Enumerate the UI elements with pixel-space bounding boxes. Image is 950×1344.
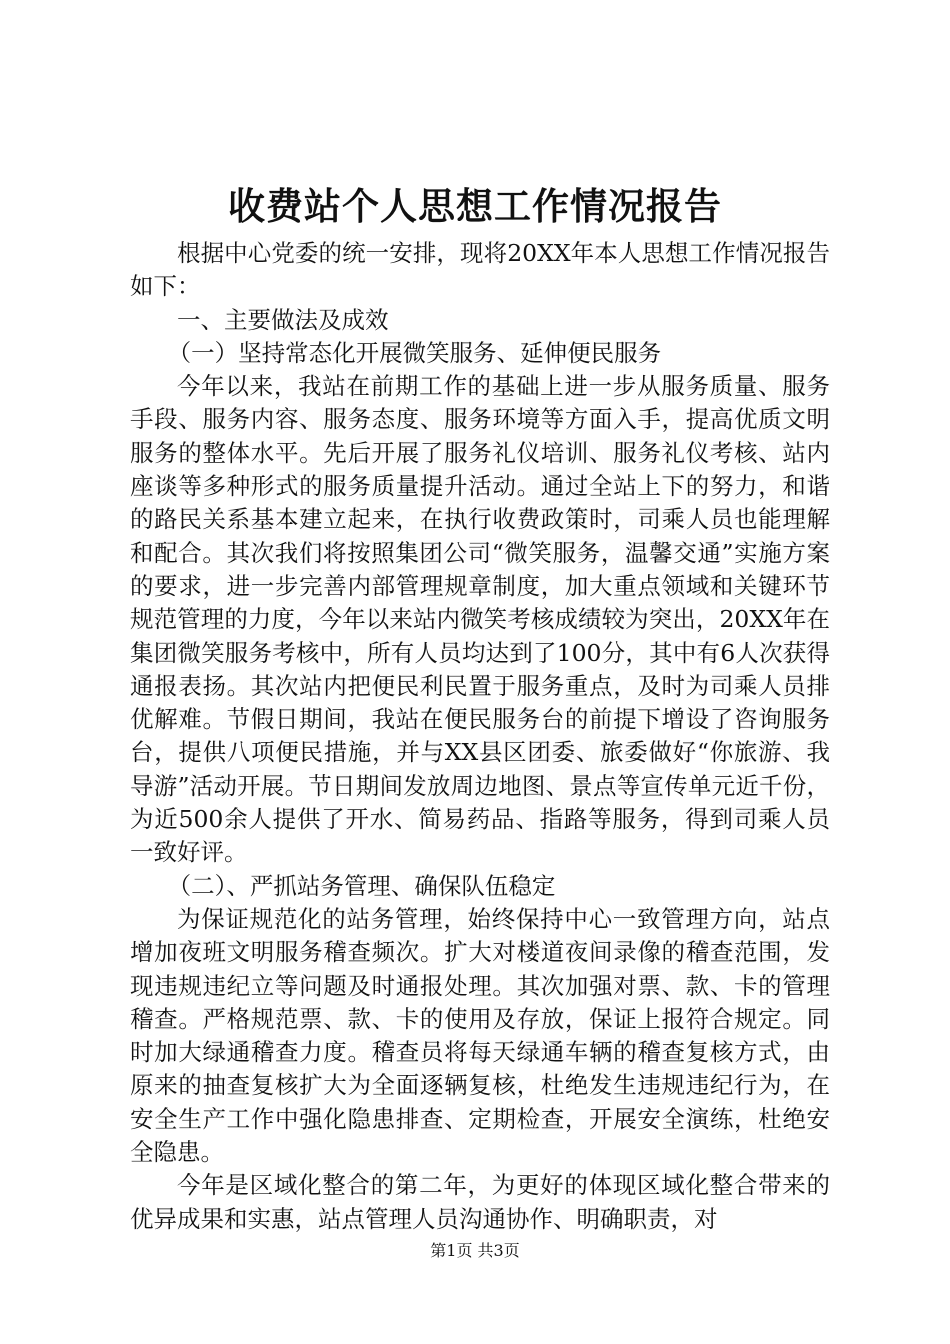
subsection-heading-2: （二）、严抓站务管理、确保队伍稳定	[167, 871, 556, 900]
paragraph-3: 今年是区域化整合的第二年，为更好的体现区域化整合带来的优异成果和实惠，站点管理人员沟通协作、明确职责，对	[130, 1171, 830, 1233]
paragraph-1: 今年以来，我站在前期工作的基础上进一步从服务质量、服务手段、服务内容、服务态度、服务环境等方面入手，提高优质文明服务的整体水平。先后开展了服务礼仪培训、服务礼仪考核、站内座谈等多种形式的服务质量提升活动。通过全站上下的努力，和谐的路民关系基本建立起来，在执行收费政策时，司乘人员也能理解和配合。其次我们将按照集团公司“微笑服务，温馨交通”实施方案的要求，进一步完善内部管理规章制度，加大重点领域和关键环节规范管理的力度，今年以来站内微笑考核成绩较为突出，20XX年在集团微笑服务考核中，所有人员均达到了100分，其中有6人次获得通报表扬。其次站内把便民利民置于服务重点，及时为司乘人员排优解难。节假日期间，我站在便民服务台的前提下增设了咨询服务台，提供八项便民措施，并与XX县区团委、旅委做好“你旅游、我导游”活动开展。节日期间发放周边地图、景点等宣传单元近千份，为近500余人提供了开水、简易药品、指路等服务，得到司乘人员一致好评。	[130, 372, 830, 867]
subsection-heading-1: （一）坚持常态化开展微笑服务、延伸便民服务	[167, 338, 662, 367]
paragraph-2: 为保证规范化的站务管理，始终保持中心一致管理方向，站点增加夜班文明服务稽查频次。扩大对楼道夜间录像的稽查范围，发现违规违纪立等问题及时通报处理。其次加强对票、款、卡的管理稽查。严格规范票、款、卡的使用及存放，保证上报符合规定。同时加大绿通稽查力度。稽查员将每天绿通车辆的稽查复核方式，由原来的抽查复核扩大为全面逐辆复核，杜绝发生违规违纪行为，在安全生产工作中强化隐患排查、定期检查，开展安全演练，杜绝安全隐患。	[130, 904, 830, 1167]
section-heading-1: 一、主要做法及成效	[177, 305, 389, 334]
document-body	[130, 237, 830, 1236]
document-title: 收费站个人思想工作情况报告	[228, 184, 722, 228]
intro-paragraph: 根据中心党委的统一安排，现将20XX年本人思想工作情况报告如下：	[130, 239, 830, 301]
page-footer: 第1页 共3页	[430, 1241, 520, 1260]
